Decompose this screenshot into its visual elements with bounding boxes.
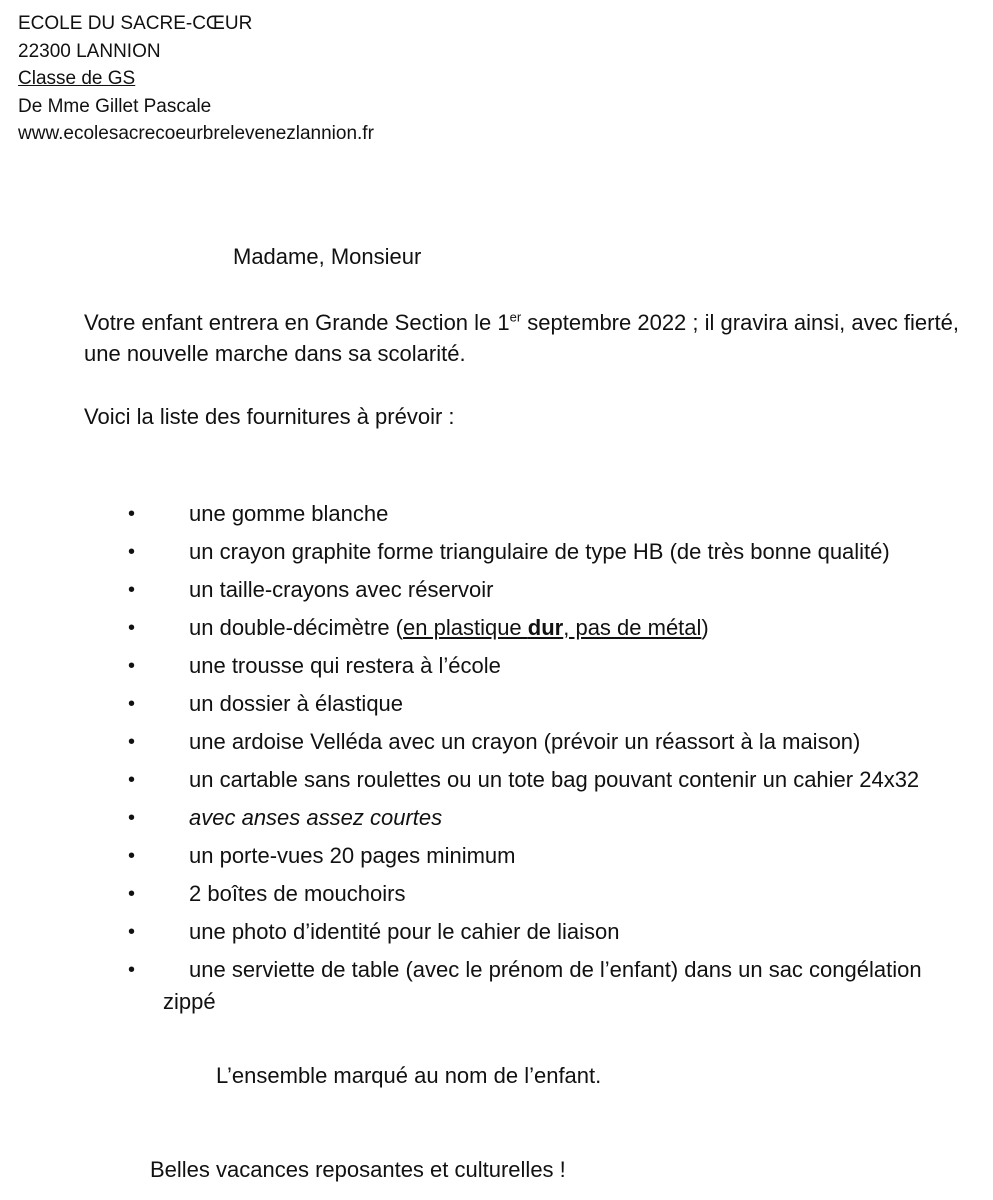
- bullet-icon: •: [128, 807, 136, 829]
- teacher-name: De Mme Gillet Pascale: [18, 95, 212, 117]
- list-item-text: une trousse qui restera à l’école: [189, 653, 501, 678]
- intro-text-end: septembre 2022 ; il gravira ainsi, avec fierté, une nouvelle marche dans sa scolarité.: [84, 310, 959, 366]
- list-item: [0, 613, 993, 651]
- bullet-icon: •: [128, 503, 136, 525]
- bullet-icon: •: [128, 617, 136, 639]
- list-item: [0, 841, 993, 879]
- list-item-text: un porte-vues 20 pages minimum: [189, 843, 516, 868]
- bullet-icon: •: [128, 731, 136, 753]
- list-item-text: un dossier à élastique: [189, 691, 404, 716]
- bullet-icon: •: [128, 845, 136, 867]
- ruler-closing-paren: ): [701, 615, 709, 640]
- bullet-icon: •: [128, 769, 136, 791]
- list-intro: Voici la liste des fournitures à prévoir :: [84, 404, 455, 429]
- list-item: [0, 499, 993, 537]
- list-item-text: 2 boîtes de mouchoirs: [189, 881, 406, 906]
- list-item: [0, 537, 993, 575]
- intro-ordinal-suffix: er: [509, 309, 522, 325]
- school-name: ECOLE DU SACRE-CŒUR: [18, 13, 253, 34]
- intro-paragraph: [84, 307, 984, 369]
- list-item-text: un taille-crayons avec réservoir: [189, 577, 494, 602]
- list-item-text: un cartable sans roulettes ou un tote bag pouvant contenir un cahier 24x32: [189, 767, 920, 792]
- ruler-material-start: en plastique: [403, 615, 528, 640]
- list-item-text: avec anses assez courtes: [189, 805, 443, 830]
- list-item-text: une photo d’identité pour le cahier de liaison: [189, 919, 620, 944]
- list-item-text: une gomme blanche: [189, 501, 389, 526]
- list-item: [0, 917, 993, 955]
- list-item-text: un crayon graphite forme triangulaire de type HB (de très bonne qualité): [189, 539, 890, 564]
- class-name: Classe de GS: [18, 68, 136, 89]
- bullet-icon: •: [128, 655, 136, 677]
- list-item: [0, 803, 993, 841]
- list-item: [0, 879, 993, 917]
- school-website: www.ecolesacrecoeurbrelevenezlannion.fr: [18, 123, 374, 144]
- bullet-icon: •: [128, 579, 136, 601]
- list-item-text: [189, 613, 709, 643]
- closing-note: L’ensemble marqué au nom de l’enfant.: [216, 1063, 602, 1088]
- school-header: [18, 10, 374, 148]
- bullet-icon: •: [128, 921, 136, 943]
- bullet-icon: •: [128, 959, 136, 981]
- list-item: [0, 727, 993, 765]
- ruler-text: un double-décimètre (: [189, 615, 404, 640]
- intro-text-start: Votre enfant entrera en Grande Section le 1: [84, 310, 510, 335]
- list-item: [0, 765, 993, 803]
- list-item: [0, 651, 993, 689]
- list-item-text-continued: zippé: [163, 989, 216, 1014]
- ruler-material-end: , pas de métal: [563, 615, 702, 640]
- greeting: Madame, Monsieur: [233, 244, 422, 269]
- ruler-hard-emphasis: dur: [527, 615, 564, 640]
- list-item-text: une ardoise Velléda avec un crayon (prévoir un réassort à la maison): [189, 729, 861, 754]
- holiday-wishes: Belles vacances reposantes et culturelles !: [150, 1157, 566, 1182]
- list-item: [0, 689, 993, 727]
- bullet-icon: •: [128, 883, 136, 905]
- ruler-material-text: [403, 615, 701, 640]
- bullet-icon: •: [128, 693, 136, 715]
- bullet-icon: •: [128, 541, 136, 563]
- list-item: [0, 575, 993, 613]
- list-item: [0, 955, 993, 1025]
- school-city: 22300 LANNION: [18, 40, 161, 62]
- list-item-text: une serviette de table (avec le prénom de l’enfant) dans un sac congélation: [189, 957, 922, 982]
- supply-list: [0, 499, 993, 1025]
